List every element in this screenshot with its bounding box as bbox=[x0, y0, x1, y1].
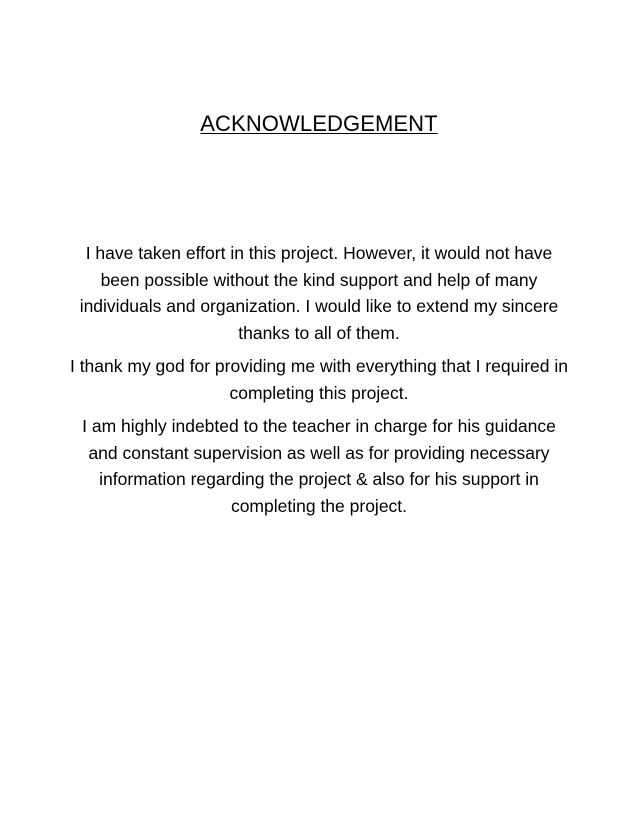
acknowledgement-body bbox=[66, 240, 572, 519]
page-title: ACKNOWLEDGEMENT bbox=[200, 111, 438, 136]
paragraph-2: I thank my god for providing me with everything that I required in completing this project. bbox=[69, 356, 569, 403]
paragraph-1: I have taken effort in this project. However, it would not have been possible without the kind support and help of many individuals and organization. I would like to extend my sincere thanks to all of them. bbox=[79, 243, 559, 343]
paragraph-3: I am highly indebted to the teacher in charge for his guidance and constant supervision as well as for providing necessary information regarding the project & also for his support in completing the project. bbox=[82, 416, 556, 516]
